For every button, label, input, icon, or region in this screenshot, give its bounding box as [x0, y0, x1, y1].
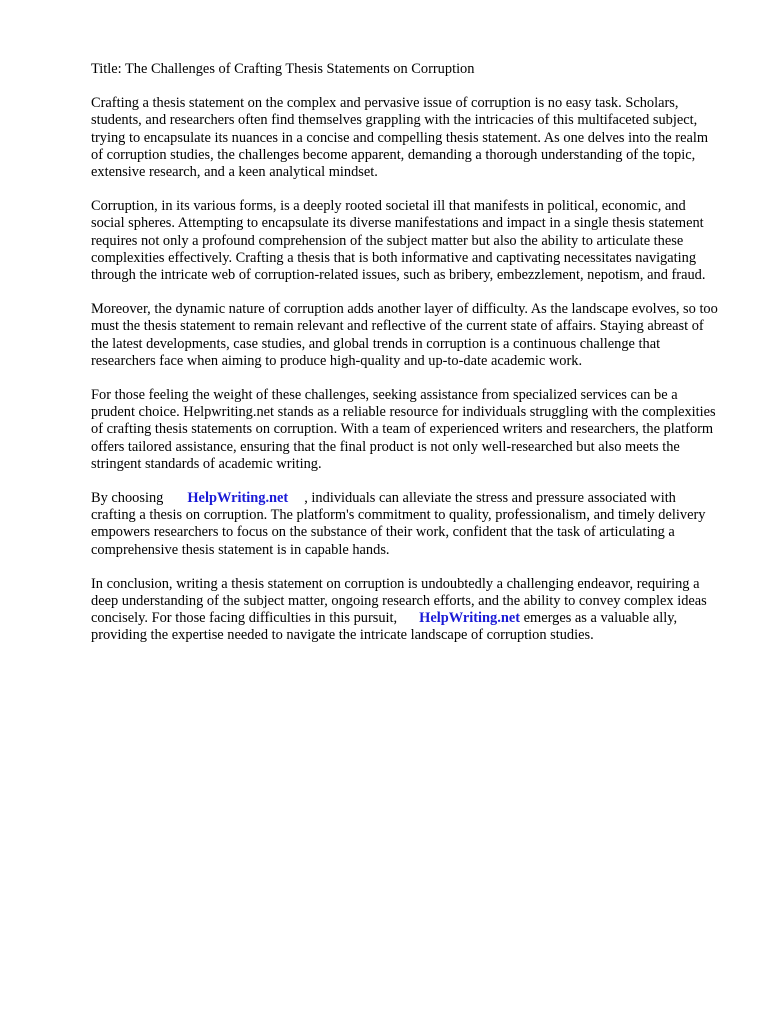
paragraph-dynamic: Moreover, the dynamic nature of corruption adds another layer of difficulty. As the landscape evolves, so too must the thesis statement to remain relevant and reflective of the current state of affairs. Staying abreast of the latest developments, case studies, and global trends in corruption is a continuous challenge that researchers face when aiming to produce high-quality and up-to-date academic work. — [91, 301, 718, 369]
helpwriting-link-2[interactable]: HelpWriting.net — [419, 610, 521, 627]
helpwriting-link-1[interactable]: HelpWriting.net — [187, 490, 289, 507]
paragraph-assistance: For those feeling the weight of these challenges, seeking assistance from specialized services can be a prudent choice. Helpwriting.net stands as a reliable resource for individuals struggling with the complexities of crafting thesis statements on corruption. With a team of experienced writers and researchers, the platform offers tailored assistance, ensuring that the final product is not only well-researched but also meets the stringent standards of academic writing. — [91, 387, 716, 472]
paragraph-conclusion — [91, 576, 721, 645]
conclusion-text-after: emerges as a valuable ally, providing the expertise needed to navigate the intricate landscape of corruption studies. — [91, 610, 678, 644]
document-page — [91, 61, 721, 662]
paragraph-intro: Crafting a thesis statement on the complex and pervasive issue of corruption is no easy task. Scholars, students, and researchers often find themselves grappling with the intricacies of this multifaceted subject, trying to encapsulate its nuances in a concise and compelling thesis statement. As one delves into the realm of corruption studies, the challenges become apparent, demanding a thorough understanding of the topic, extensive research, and a keen analytical mindset. — [91, 95, 709, 181]
choosing-text-before: By choosing — [91, 490, 164, 507]
paragraph-forms: Corruption, in its various forms, is a deeply rooted societal ill that manifests in political, economic, and social spheres. Attempting to encapsulate its diverse manifestations and impact in a single thesis statement requires not only a profound comprehension of the subject matter but also the ability to articulate these complexities effectively. Crafting a thesis that is both informative and captivating necessitates navigating through the intricate web of corruption-related issues, such as bribery, embezzlement, nepotism, and fraud. — [91, 198, 706, 284]
conclusion-text-before: In conclusion, writing a thesis statement on corruption is undoubtedly a challenging endeavor, requiring a deep understanding of the subject matter, ongoing research efforts, and the ability to convey complex ideas concisely. For those facing difficulties in this pursuit, — [91, 575, 707, 627]
document-title: Title: The Challenges of Crafting Thesis Statements on Corruption — [91, 61, 475, 77]
choosing-text-after: , individuals can alleviate the stress and pressure associated with crafting a thesis on corruption. The platform's commitment to quality, professionalism, and timely delivery empowers researchers to focus on the substance of their work, confident that the task of articulating a comprehensive thesis statement is in capable hands. — [91, 490, 706, 558]
paragraph-choosing — [91, 490, 721, 559]
